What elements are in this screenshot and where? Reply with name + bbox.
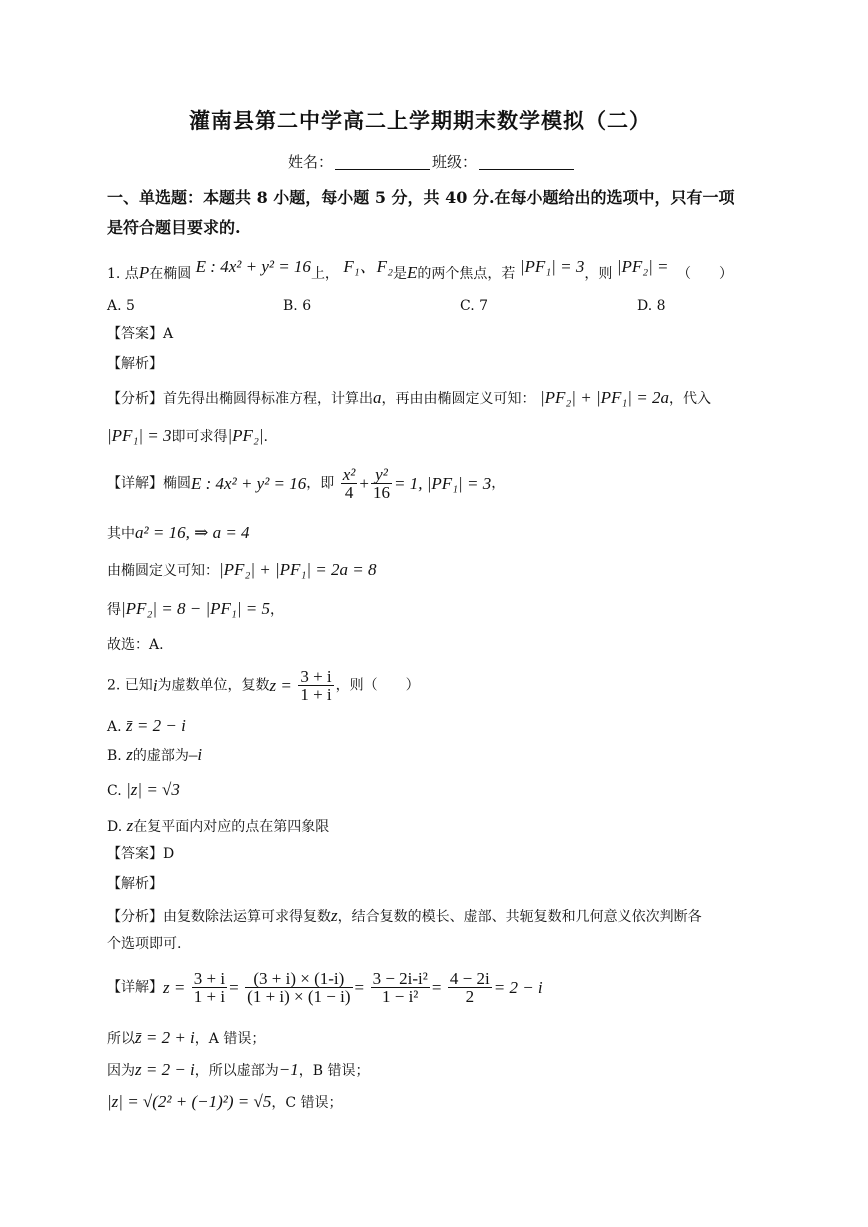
q1-analysis-text2: ，再由由椭圆定义可知： <box>381 391 536 407</box>
q1-given: |PF₁| = 3 <box>519 257 585 276</box>
q2-detail-frac1-den: 1 + i <box>193 987 226 1006</box>
q1-text: 在椭圆 <box>149 266 192 282</box>
q1-analysis-eq: |PF₂| + |PF₁| = 2a <box>539 388 669 407</box>
page-title: 灌南县第二中学高二上学期期末数学模拟（二） <box>189 108 651 133</box>
q1-step4-text: 得 <box>107 602 121 618</box>
q2-step1-text: 所以 <box>107 1031 135 1047</box>
q1-step2-eq: a² = 16, ⇒ a = 4 <box>135 523 250 542</box>
q1-option-d: D. 8 <box>637 298 666 314</box>
q1-prefix: 1. 点 <box>107 266 139 282</box>
class-label: 班级： <box>432 153 478 171</box>
q1-jiexi: 【解析】 <box>107 356 163 372</box>
class-blank[interactable] <box>479 155 574 170</box>
q2-opt-a-label: A. <box>107 719 122 735</box>
q1-detail-ji: ，即 <box>306 475 335 492</box>
q2-fraction <box>298 668 333 703</box>
q1-analysis-eq3: |PF₂| <box>227 426 264 445</box>
q2-detail-z: z = <box>163 978 186 997</box>
q2-detail-frac4 <box>448 970 492 1005</box>
q1-ellipse-equation: E : 4x² + y² = 16 <box>195 257 311 276</box>
q2-opt-d-label: D. <box>107 819 123 835</box>
q2-step1-eq: z̄ = 2 + i <box>135 1028 195 1047</box>
q1-step3-text: 由椭圆定义可知： <box>107 563 219 579</box>
q1-analysis-text1: 【分析】首先得出椭圆得标准方程，计算出 <box>107 391 373 407</box>
q1-frac-y <box>371 466 392 501</box>
q2-detail-frac3-den: 1 − i² <box>382 987 419 1006</box>
q1-option-c: C. 7 <box>460 298 489 314</box>
q2-eq-sign3: = <box>431 978 442 997</box>
q2-analysis <box>107 907 702 924</box>
q1-step4-comma: ， <box>269 602 284 618</box>
q1-answer: 【答案】A <box>107 326 174 342</box>
q1-detail-label: 【详解】椭圆 <box>107 475 191 492</box>
q2-option-a <box>107 717 186 734</box>
q2-detail-frac2-den: (1 + i) × (1 − i) <box>247 987 351 1006</box>
q2-option-d <box>107 817 329 834</box>
q2-step2-tail: ，B 错误； <box>298 1063 370 1079</box>
q2-step2-text: 因为 <box>107 1063 135 1079</box>
q2-opt-d-text: 在复平面内对应的点在第四象限 <box>133 819 330 835</box>
q2-opt-c-label: C. <box>107 783 122 799</box>
q2-step3 <box>107 1093 343 1110</box>
q1-frac-x-den: 4 <box>344 483 354 502</box>
q1-p-var: P <box>138 263 150 282</box>
q1-option-a: A. 5 <box>107 298 135 314</box>
q1-detail <box>107 466 505 501</box>
q2-detail-frac2-num: (3 + i) × (1-i) <box>245 970 352 988</box>
q1-analysis-text4: 即可求得 <box>171 429 228 445</box>
q2-answer: 【答案】D <box>107 846 175 862</box>
q2-analysis-line2: 个选项即可. <box>107 936 182 952</box>
q1-conclusion: 故选：A. <box>107 637 164 653</box>
q2-detail-frac4-den: 2 <box>465 987 475 1006</box>
name-blank[interactable] <box>335 155 430 170</box>
q1-analysis-eq2: |PF₁| = 3 <box>107 426 172 445</box>
q2-analysis-text1: 【分析】由复数除法运算可求得复数 <box>107 909 331 925</box>
q2-opt-c-eq: |z| = √3 <box>126 780 180 799</box>
question-1-stem <box>107 257 733 282</box>
q2-step2 <box>107 1061 370 1078</box>
name-label: 姓名： <box>288 153 334 171</box>
q2-then: ，则（ ） <box>335 677 420 694</box>
q2-option-b <box>107 746 202 763</box>
q2-detail-frac2 <box>245 970 352 1005</box>
q2-jiexi: 【解析】 <box>107 876 163 892</box>
q1-step3-eq: |PF₂| + |PF₁| = 2a = 8 <box>219 560 377 579</box>
q2-opt-d-z: z <box>126 816 134 835</box>
q1-analysis-end: . <box>263 429 268 445</box>
q1-step4 <box>107 600 284 617</box>
q2-opt-b-z: z <box>126 745 133 764</box>
q2-frac-den: 1 + i <box>300 685 332 704</box>
q1-option-b: B. 6 <box>283 298 312 314</box>
q1-text4: 的两个焦点，若 <box>417 266 516 282</box>
q2-step3-tail: ，C 错误； <box>271 1095 343 1111</box>
q1-detail-eq: E : 4x² + y² = 16 <box>191 474 307 493</box>
q1-step4-eq: |PF₂| = 8 − |PF₁| = 5 <box>121 599 270 618</box>
q2-z-eq: z = <box>269 676 292 695</box>
q1-analysis <box>107 389 711 406</box>
q1-ask: |PF₂| = <box>616 257 669 276</box>
q1-frac-x <box>341 466 358 501</box>
q2-opt-b-text: 的虚部为 <box>132 748 189 764</box>
q2-eq-sign2: = <box>354 978 365 997</box>
q2-eq-sign1: = <box>229 978 239 997</box>
q1-plus: + <box>359 474 369 493</box>
q1-detail-tail: = 1, |PF₁| = 3 <box>393 474 492 493</box>
q1-text5: ，则 <box>584 266 613 282</box>
q2-detail <box>107 970 543 1005</box>
q1-step2 <box>107 524 250 541</box>
question-2-stem <box>107 668 420 703</box>
q2-prefix: 2. 已知 <box>107 677 153 694</box>
q1-e-var: E <box>406 263 418 282</box>
q2-step2-val: −1 <box>278 1060 299 1079</box>
q1-frac-y-den: 16 <box>372 483 390 502</box>
q2-step2-eq: z = 2 − i <box>135 1060 195 1079</box>
q2-analysis-z: z <box>331 906 338 925</box>
q2-analysis-text2: ，结合复数的模长、虚部、共轭复数和几何意义依次判断各 <box>337 909 702 925</box>
q1-a-var: a <box>373 388 382 407</box>
q2-detail-frac3-num: 3 − 2i-i² <box>372 969 428 988</box>
section-heading-line2: 是符合题目要求的. <box>107 218 241 237</box>
q1-paren: （ ） <box>676 266 733 282</box>
q2-step2-text2: ，所以虚部为 <box>194 1063 279 1079</box>
q1-detail-comma: ， <box>491 475 506 492</box>
q2-detail-frac4-num: 4 − 2i <box>449 969 490 988</box>
q2-detail-frac1 <box>192 970 227 1005</box>
q1-analysis-line2 <box>107 427 268 444</box>
q2-frac-num: 3 + i <box>300 667 332 686</box>
q2-step1 <box>107 1029 265 1046</box>
q1-text2: 上， <box>310 266 339 282</box>
q2-step1-tail: ，A 错误； <box>194 1031 266 1047</box>
q1-frac-x-num: x² <box>342 465 356 484</box>
q1-text3: 是 <box>392 266 407 282</box>
q1-step3 <box>107 561 376 578</box>
q2-opt-b-val: –i <box>188 745 203 764</box>
q2-detail-end: = 2 − i <box>493 978 543 997</box>
q2-detail-frac1-num: 3 + i <box>193 969 226 988</box>
q1-frac-y-num: y² <box>371 466 392 484</box>
q2-step3-eq: |z| = √(2² + (−1)²) = √5 <box>107 1092 272 1111</box>
student-info <box>288 155 576 170</box>
q2-option-c <box>107 781 180 798</box>
section-heading-line1: 一、单选题：本题共 8 小题，每小题 5 分，共 40 分.在每小题给出的选项中，只有一项 <box>107 188 735 207</box>
q2-detail-label: 【详解】 <box>107 979 163 996</box>
q2-opt-a-eq: z̄ = 2 − i <box>126 716 186 735</box>
q1-foci: F₁、F₂ <box>343 257 393 276</box>
q1-step2-text: 其中 <box>107 526 135 542</box>
q2-detail-frac3 <box>371 970 430 1005</box>
q2-opt-b-label: B. <box>107 748 122 764</box>
q1-analysis-text3: ，代入 <box>668 391 711 407</box>
q2-unit-text: 为虚数单位，复数 <box>157 677 270 694</box>
q2-i-var: i <box>152 676 158 695</box>
